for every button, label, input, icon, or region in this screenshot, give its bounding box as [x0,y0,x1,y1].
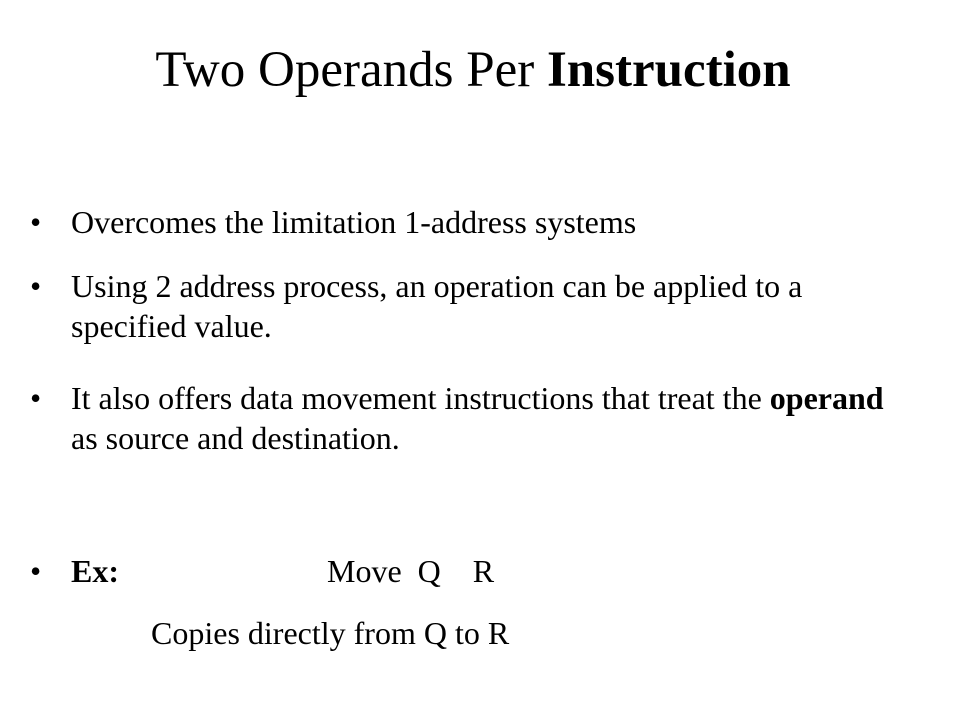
title-bold: Instruction [546,42,791,98]
example-command: Move Q R [327,553,495,589]
title-plain: Two Operands Per [155,42,547,98]
bullet-dot-icon: • [30,268,42,304]
bullet-text-before: It also offers data movement instructions that treat the [71,380,770,416]
example-line [71,551,911,591]
bullet-text [71,378,911,458]
example-label: Ex: [71,553,119,589]
bullet-text-after: as source and destination. [71,420,400,456]
example-note: Copies directly from Q to R [151,615,510,651]
bullet-text: Using 2 address process, an operation can be applied to a specified value. [71,268,803,344]
bullet-dot-icon: • [30,204,42,240]
bullet-text-bold: operand [769,380,884,416]
slide-title [0,38,946,102]
bullet-dot-icon: • [30,553,42,589]
bullet-dot-icon: • [30,380,42,416]
bullet-text: Overcomes the limitation 1-address systems [71,204,637,240]
